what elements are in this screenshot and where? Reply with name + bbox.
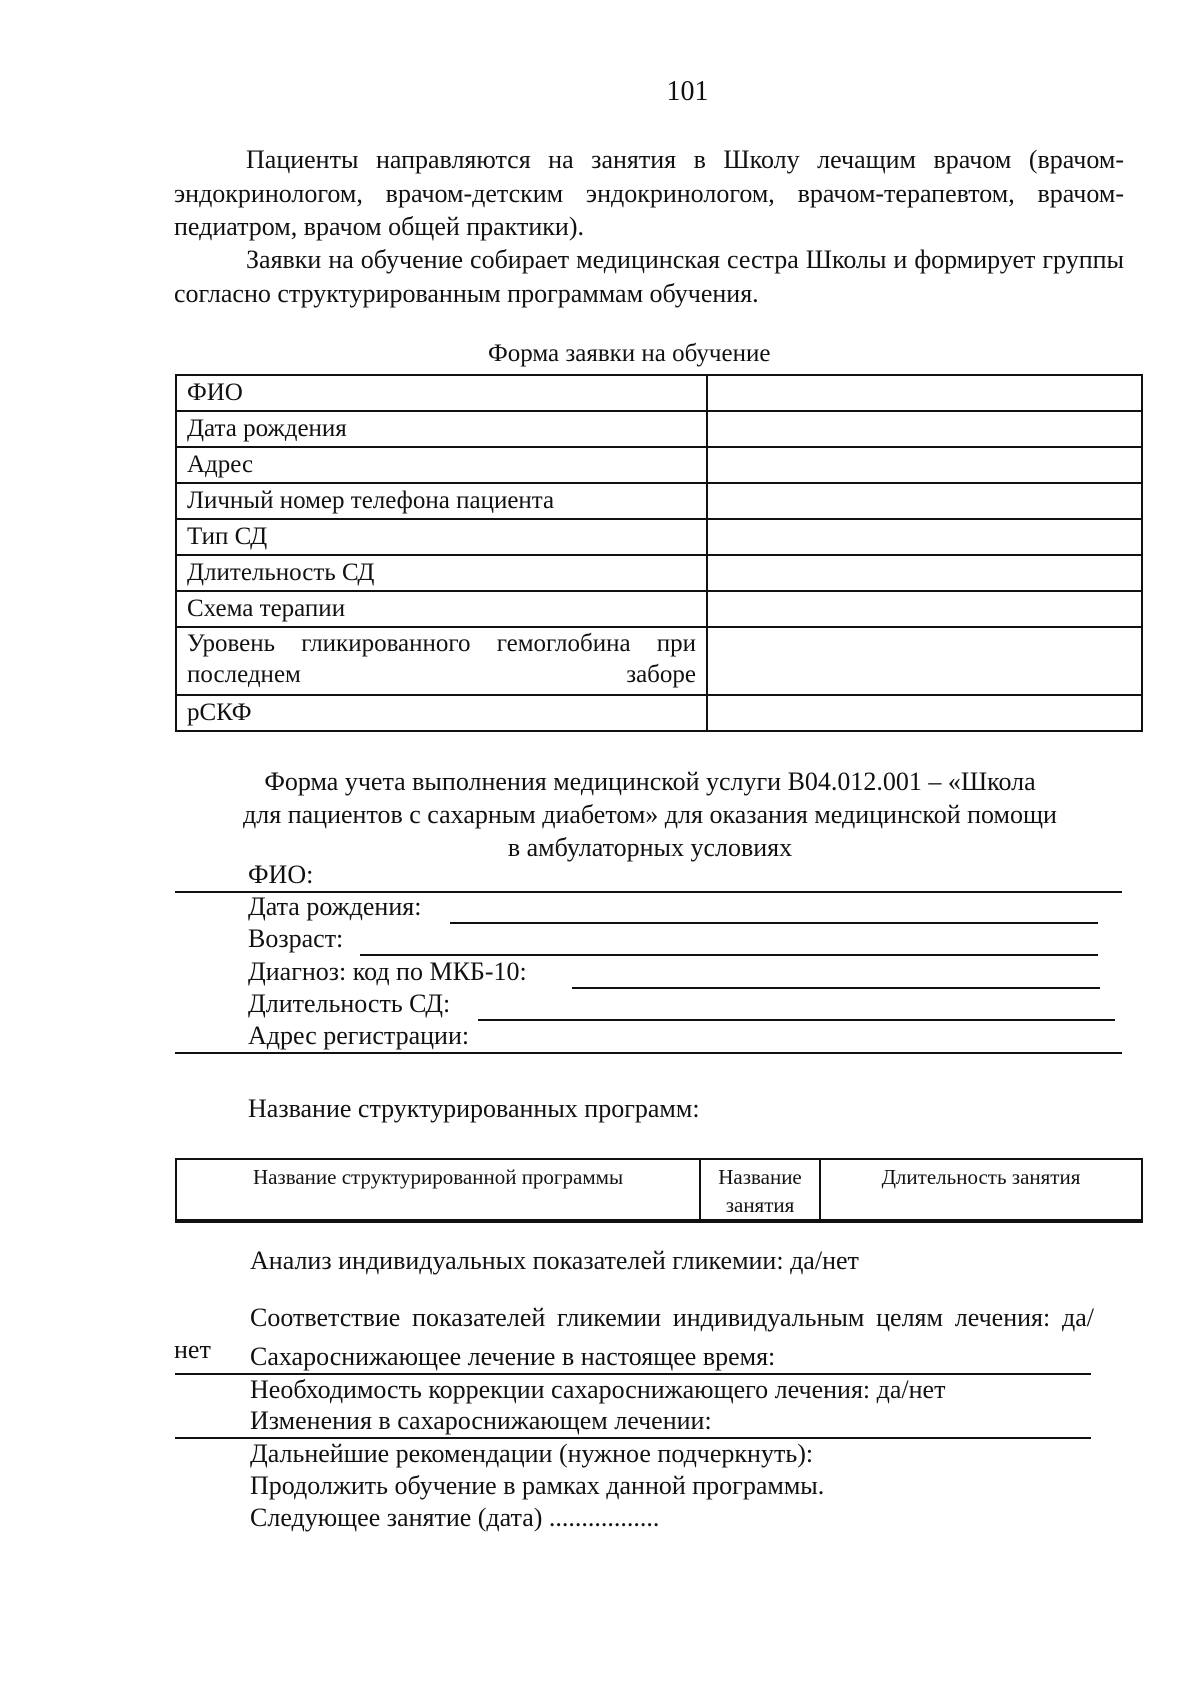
header-session-duration: Длительность занятия [820, 1159, 1142, 1221]
table-row [176, 627, 1142, 695]
title-line: Форма учета выполнения медицинской услуги В04.012.001 – «Школа [264, 767, 1036, 796]
table-header-row [176, 1159, 1142, 1221]
programs-table [175, 1158, 1143, 1223]
application-form-table [175, 374, 1143, 732]
header-session-name: Название занятия [700, 1159, 820, 1221]
question-current-treatment: Сахароснижающее лечение в настоящее время: [250, 1342, 776, 1371]
field-fio-label: ФИО: [248, 860, 314, 889]
title-line: для пациентов с сахарным диабетом» для оказания медицинской помощи [243, 800, 1057, 829]
application-form-caption: Форма заявки на обучение [488, 340, 771, 367]
service-form-title [185, 765, 1115, 864]
field-diagnosis-line[interactable] [572, 987, 1100, 989]
title-line: в амбулаторных условиях [507, 833, 793, 862]
table-row [176, 591, 1142, 627]
value-cell [707, 447, 1142, 483]
value-cell [707, 411, 1142, 447]
field-address-label: Адрес регистрации: [248, 1021, 470, 1050]
row-label: рСКФ [176, 695, 707, 731]
row-label: Тип СД [176, 519, 707, 555]
question-glycemia-targets: Соответствие показателей гликемии индивидуальным целям лечения: да/нет [174, 1303, 1094, 1364]
field-diagnosis-label: Диагноз: код по МКБ-10: [248, 957, 527, 986]
programs-label: Название структурированных программ: [248, 1094, 700, 1123]
table-row [176, 695, 1142, 731]
field-age-label: Возраст: [248, 924, 344, 953]
value-cell [707, 627, 1142, 695]
table-row [176, 375, 1142, 411]
row-label: Дата рождения [176, 411, 707, 447]
paragraph-applications: Заявки на обучение собирает медицинская сестра Школы и формирует группы согласно структурированным программам обучения. [174, 245, 1124, 308]
question-correction-needed: Необходимость коррекции сахароснижающего лечения: да/нет [250, 1375, 946, 1404]
value-cell [707, 375, 1142, 411]
value-cell [707, 555, 1142, 591]
recommendation-continue: Продолжить обучение в рамках данной программы. [250, 1471, 825, 1500]
value-cell [707, 695, 1142, 731]
row-label: Адрес [176, 447, 707, 483]
header-program-name: Название структурированной программы [176, 1159, 700, 1221]
row-label: Длительность СД [176, 555, 707, 591]
table-row [176, 519, 1142, 555]
table-row [176, 447, 1142, 483]
table-row [176, 555, 1142, 591]
row-label-text: Уровень гликированного гемоглобина при последнем заборе [187, 630, 696, 688]
field-birthdate-line[interactable] [450, 922, 1098, 924]
field-duration-line[interactable] [478, 1019, 1115, 1021]
question-glycemia-analysis: Анализ индивидуальных показателей гликемии: да/нет [250, 1246, 859, 1275]
row-label [176, 627, 707, 695]
field-duration-label: Длительность СД: [248, 989, 451, 1018]
page-number: 101 [666, 76, 709, 107]
value-cell [707, 483, 1142, 519]
next-session-date: Следующее занятие (дата) ................. [250, 1503, 660, 1532]
row-label: Схема терапии [176, 591, 707, 627]
field-age-line[interactable] [360, 954, 1098, 956]
field-birthdate-label: Дата рождения: [248, 892, 422, 921]
row-label: ФИО [176, 375, 707, 411]
table-row [176, 483, 1142, 519]
field-address-line[interactable] [175, 1052, 1122, 1054]
further-recommendations: Дальнейшие рекомендации (нужное подчеркнуть): [250, 1439, 814, 1468]
question-treatment-changes: Изменения в сахароснижающем лечении: [250, 1406, 712, 1435]
table-row [176, 411, 1142, 447]
row-label: Личный номер телефона пациента [176, 483, 707, 519]
paragraph-referral: Пациенты направляются на занятия в Школу лечащим врачом (врачом-эндокринологом, врачом-детским эндокринологом, врачом-терапевтом, врачом-педиатром, врачом общей практики). [174, 145, 1124, 241]
value-cell [707, 519, 1142, 555]
value-cell [707, 591, 1142, 627]
